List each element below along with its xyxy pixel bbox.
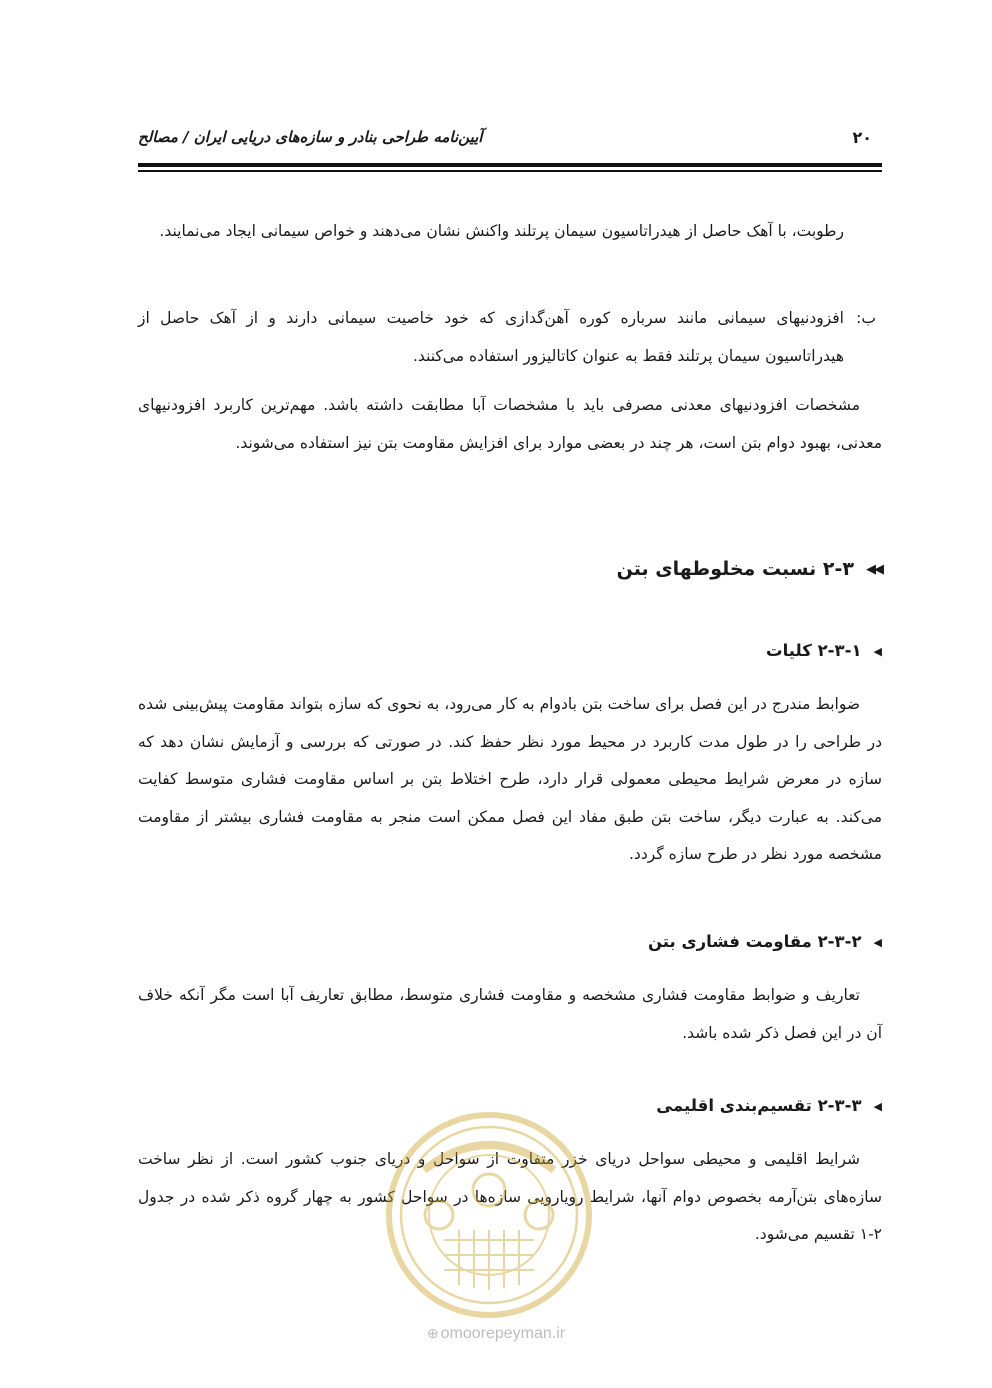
- subsection-3-block: [138, 1141, 882, 1254]
- subsection-1-paragraph: ضوابط مندرج در این فصل برای ساخت بتن بادوام به کار می‌رود، به نحوی که سازه بتواند مقاومت پیش‌بینی شده در طراحی را در طول مدت کاربرد در محیط مورد نظر حفظ کند. در صورتی که بررسی و آزمایش نشان دهد که سازه در معرض شرایط محیطی معمولی قرار دارد، طرح اختلاط بتن بر اساس مقاومت فشاری متوسط کفایت می‌کند. به عبارت دیگر، ساخت بتن طبق مفاد این فصل ممکن است منجر به مقاومت فشاری بیشتر از مقاومت مشخصه مورد نظر در طرح سازه گردد.: [138, 695, 882, 863]
- subsection-title: مقاومت فشاری بتن: [647, 932, 812, 951]
- header-title: آیین‌نامه طراحی بنادر و سازه‌های دریایی ایران / مصالح: [138, 128, 483, 146]
- section-number: ۲-۳: [822, 558, 854, 580]
- subsection-heading-3: [656, 1096, 882, 1115]
- globe-icon: ⊕: [426, 1325, 439, 1341]
- section-title: نسبت مخلوطهای بتن: [616, 558, 817, 580]
- subsection-number: ۲-۳-۲: [817, 932, 862, 951]
- subsection-2-block: [138, 977, 882, 1052]
- subsection-number: ۲-۳-۱: [817, 641, 862, 660]
- watermark-url-text: omoorepeyman.ir: [440, 1325, 566, 1342]
- running-header: [138, 126, 882, 156]
- subsection-2-paragraph: تعاریف و ضوابط مقاومت فشاری مشخصه و مقاومت فشاری متوسط، مطابق تعاریف آبا است مگر آنکه خلاف آن در این فصل ذکر شده باشد.: [138, 986, 882, 1042]
- subsection-1-block: [138, 686, 882, 874]
- subsection-3-paragraph: شرایط اقلیمی و محیطی سواحل دریای خزر متفاوت از سواحل و دریای جنوب کشور است. از نظر ساخت سازه‌های بتن‌آرمه بخصوص دوام آنها، شرایط رویارویی سازه‌ها در سواحل کشور به چهار گروه ذکر شده در جدول ۲-۱ تقسیم می‌شود.: [138, 1150, 882, 1243]
- continued-paragraph: رطوبت، با آهک حاصل از هیدراتاسیون سیمان پرتلند واکنش نشان می‌دهند و خواص سیمانی ایجاد می‌نمایند.: [159, 222, 844, 240]
- double-arrow-icon: ◀◀: [866, 562, 882, 577]
- header-rule-thin: [138, 170, 882, 172]
- watermark-url: [0, 1325, 992, 1343]
- subsection-title: کلیات: [766, 641, 812, 660]
- header-rule-thick: [138, 163, 882, 167]
- arrow-icon: ◀: [873, 1100, 882, 1113]
- continued-paragraph-block: [150, 213, 844, 251]
- intro-paragraph: مشخصات افزودنیهای معدنی مصرفی باید با مشخصات آبا مطابقت داشته باشد. مهم‌ترین کاربرد افزودنیهای معدنی، بهبود دوام بتن است، هر چند در بعضی موارد برای افزایش مقاومت بتن نیز استفاده می‌شوند.: [138, 396, 882, 452]
- header-rule: [138, 163, 882, 173]
- subsection-title: تقسیم‌بندی اقلیمی: [656, 1096, 812, 1115]
- subsection-heading-2: [648, 932, 882, 951]
- list-item-text: افزودنیهای سیمانی مانند سرباره کوره آهن‌گدازی که خود خاصیت سیمانی دارند و از آهک حاصل از هیدراتاسیون سیمان پرتلند فقط به عنوان کاتالیزور استفاده می‌کنند.: [138, 309, 844, 365]
- list-item-b: [138, 300, 876, 375]
- intro-paragraph-block: [138, 387, 882, 462]
- arrow-icon: ◀: [873, 645, 882, 658]
- list-marker: ب:: [856, 309, 876, 327]
- arrow-icon: ◀: [873, 936, 882, 949]
- subsection-number: ۲-۳-۳: [817, 1096, 862, 1115]
- subsection-heading-1: [766, 641, 882, 660]
- page-number: ۲۰: [852, 128, 872, 147]
- section-heading: [617, 558, 882, 580]
